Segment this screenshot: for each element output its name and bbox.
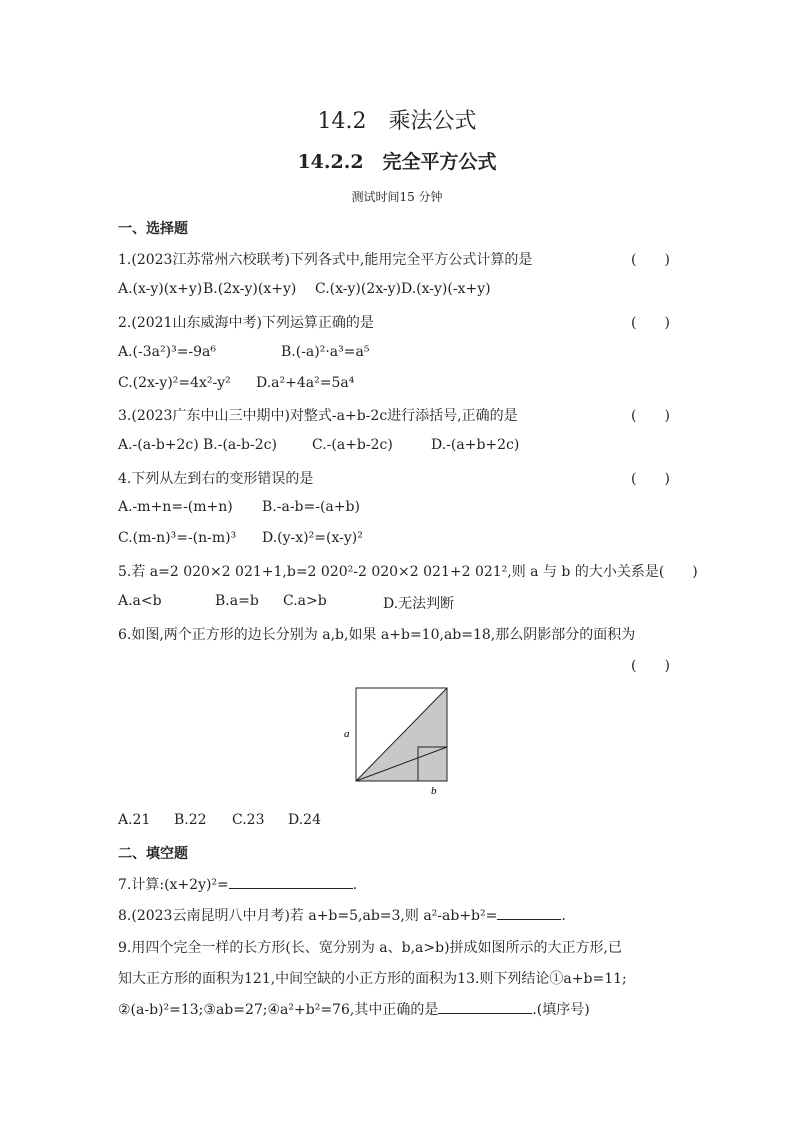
question-1-stem: 1.(2023江苏常州六校联考)下列各式中,能用完全平方公式计算的是 bbox=[118, 252, 533, 268]
question-9-end: .(填序号) bbox=[532, 1002, 590, 1018]
question-9-line-3 bbox=[118, 999, 590, 1019]
option-b: B.22 bbox=[174, 812, 207, 828]
option-c: C.(m-n)³=-(n-m)³ bbox=[118, 530, 237, 546]
answer-blank[interactable] bbox=[438, 999, 532, 1014]
question-3-stem: 3.(2023广东中山三中期中)对整式-a+b-2c进行添括号,正确的是 bbox=[118, 408, 518, 424]
answer-paren: ( ) bbox=[631, 658, 670, 674]
question-7-stem: 7.计算:(x+2y)²= bbox=[118, 877, 229, 893]
answer-paren: ( ) bbox=[631, 252, 670, 268]
question-9-line-1: 9.用四个完全一样的长方形(长、宽分别为 a、b,a>b)拼成如图所示的大正方形,已 bbox=[118, 940, 622, 956]
question-8 bbox=[118, 905, 566, 925]
option-c: C.23 bbox=[232, 812, 265, 828]
option-b: B.-a-b=-(a+b) bbox=[262, 499, 360, 515]
question-9-line-2: 知大正方形的面积为121,中间空缺的小正方形的面积为13.则下列结论①a+b=11; bbox=[118, 971, 627, 987]
option-c: C.-(a+b-2c) bbox=[312, 437, 393, 453]
option-b: B.a=b bbox=[215, 593, 259, 609]
label-b: b bbox=[431, 785, 437, 797]
question-9-stem: ②(a-b)²=13;③ab=27;④a²+b²=76,其中正确的是 bbox=[118, 1002, 439, 1018]
question-8-stem: 8.(2023云南昆明八中月考)若 a+b=5,ab=3,则 a²-ab+b²= bbox=[118, 908, 498, 924]
option-a: A.a<b bbox=[118, 593, 162, 609]
answer-paren: ( ) bbox=[631, 315, 670, 331]
answer-blank[interactable] bbox=[229, 874, 353, 889]
option-a: A.-m+n=-(m+n) bbox=[118, 499, 233, 515]
question-8-end: . bbox=[561, 908, 566, 924]
page-subtitle: 14.2.2 完全平方公式 bbox=[297, 151, 497, 173]
option-c: C.(x-y)(2x-y) bbox=[315, 281, 401, 297]
option-a: A.21 bbox=[118, 812, 151, 828]
question-7-end: . bbox=[352, 877, 358, 893]
option-d: D.(y-x)²=(x-y)² bbox=[262, 530, 363, 546]
answer-blank[interactable] bbox=[497, 905, 561, 920]
option-d: D.a²+4a²=5a⁴ bbox=[256, 375, 355, 391]
answer-paren: ( ) bbox=[631, 408, 670, 424]
label-a: a bbox=[344, 728, 350, 740]
option-a: A.-(a-b+2c) bbox=[118, 437, 199, 453]
question-6-stem: 6.如图,两个正方形的边长分别为 a,b,如果 a+b=10,ab=18,那么阴影部分的面积为 bbox=[118, 627, 636, 643]
question-7 bbox=[118, 874, 357, 894]
section-choice-heading: 一、选择题 bbox=[118, 221, 188, 237]
option-d: D.无法判断 bbox=[383, 596, 455, 612]
answer-paren: ( ) bbox=[631, 471, 670, 487]
option-d: D.24 bbox=[288, 812, 321, 828]
test-time: 测试时间15 分钟 bbox=[351, 190, 443, 204]
option-c: C.(2x-y)²=4x²-y² bbox=[118, 375, 231, 391]
option-d: D.-(a+b+2c) bbox=[431, 437, 520, 453]
question-4-stem: 4.下列从左到右的变形错误的是 bbox=[118, 471, 314, 487]
section-fill-heading: 二、填空题 bbox=[118, 846, 188, 862]
option-a: A.(x-y)(x+y) bbox=[118, 281, 203, 297]
option-c: C.a>b bbox=[283, 593, 327, 609]
option-a: A.(-3a²)³=-9a⁶ bbox=[118, 344, 217, 360]
question-2-stem: 2.(2021山东威海中考)下列运算正确的是 bbox=[118, 315, 374, 331]
option-b: B.-(a-b-2c) bbox=[203, 437, 277, 453]
option-d: D.(x-y)(-x+y) bbox=[401, 281, 491, 297]
squares-figure bbox=[340, 684, 455, 799]
question-5-stem: 5.若 a=2 020×2 021+1,b=2 020²-2 020×2 021+2 021²,则 a 与 b 的大小关系是( ) bbox=[118, 564, 698, 580]
option-b: B.(-a)²·a³=a⁵ bbox=[281, 344, 370, 360]
page-title: 14.2 乘法公式 bbox=[317, 109, 477, 134]
option-b: B.(2x-y)(x+y) bbox=[203, 281, 297, 297]
